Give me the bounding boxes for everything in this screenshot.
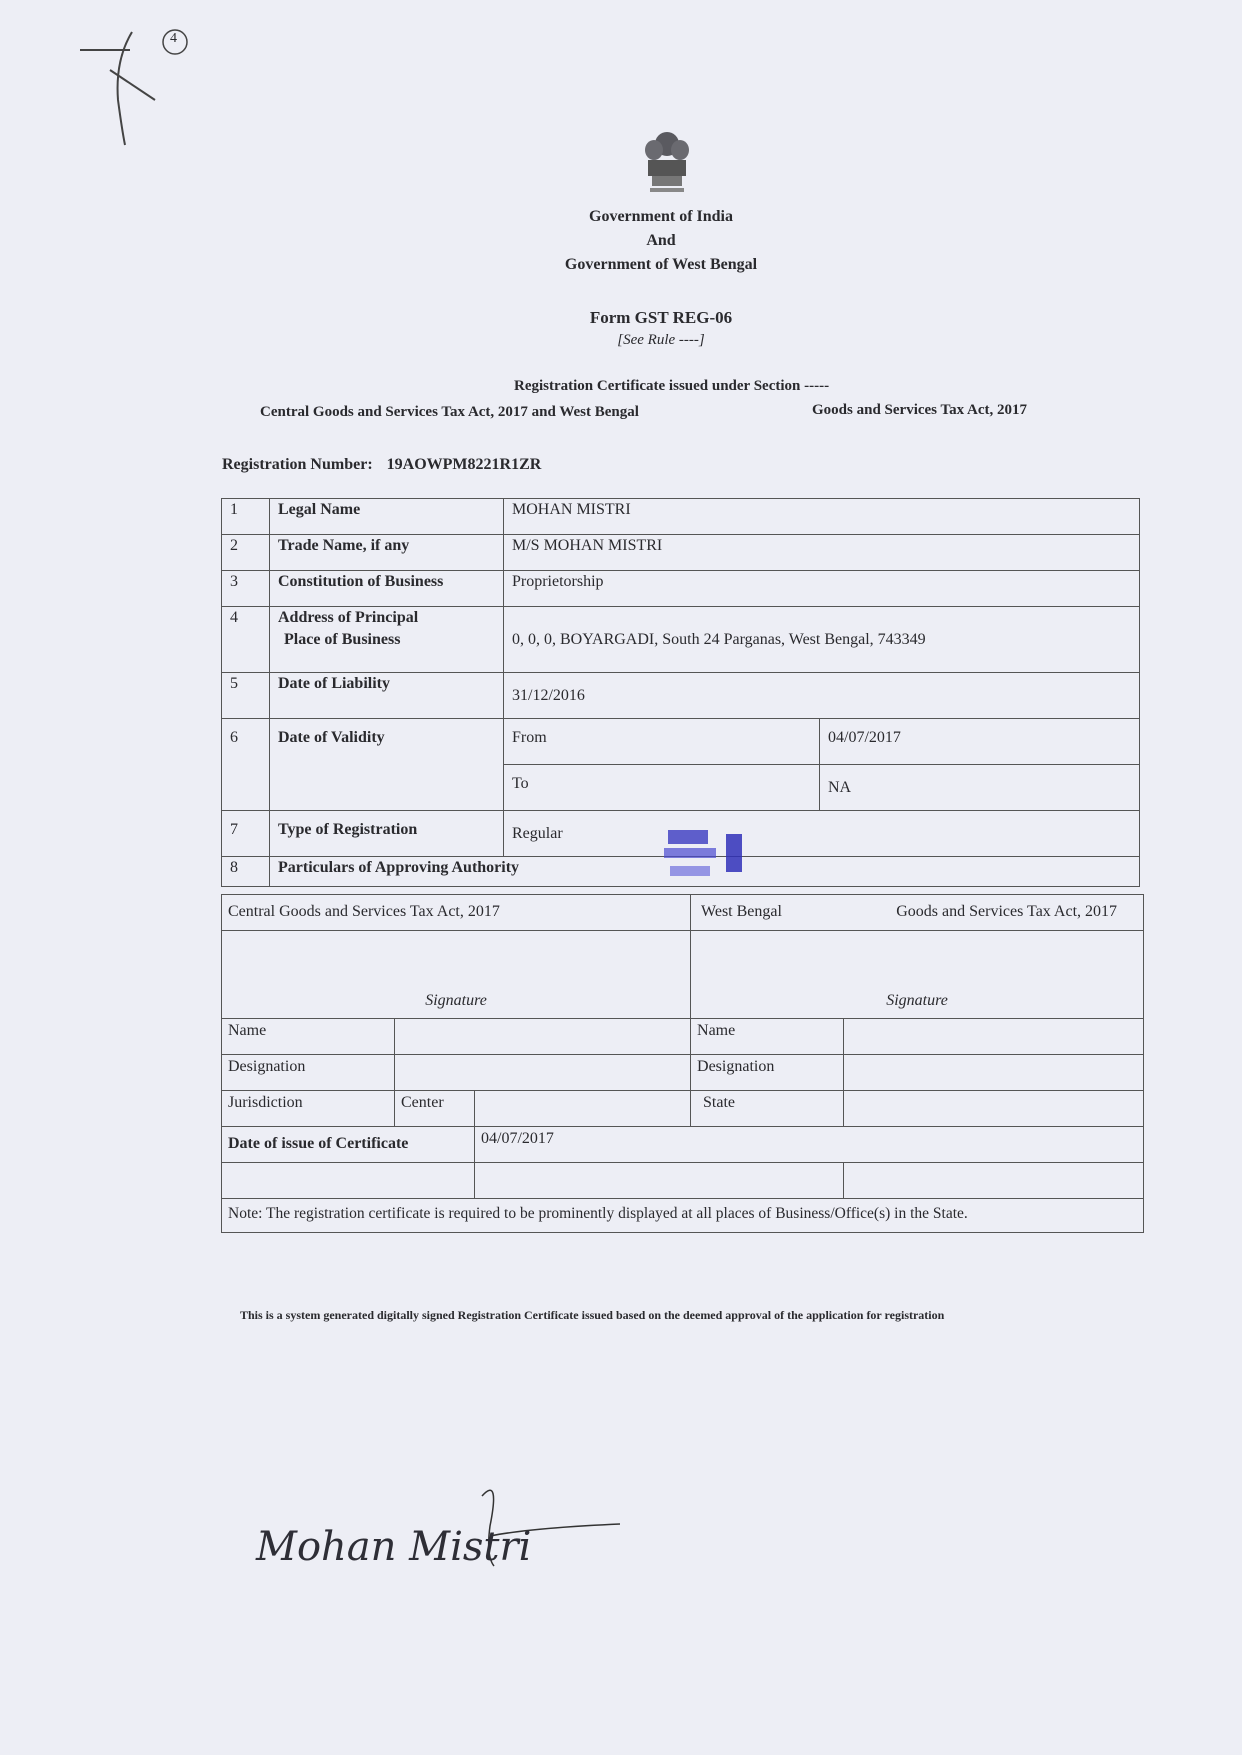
national-emblem-icon — [640, 128, 694, 196]
row-number: 5 — [222, 673, 270, 719]
name-label-left: Name — [222, 1019, 395, 1055]
header-line-2: And — [646, 232, 676, 249]
table-row — [222, 1055, 1144, 1091]
validity-from-value: 04/07/2017 — [820, 719, 1140, 765]
approving-authority-table — [221, 894, 1144, 1233]
handwritten-signature — [250, 1466, 630, 1586]
row-label: Particulars of Approving Authority — [270, 857, 1140, 887]
row-label: Legal Name — [270, 499, 504, 535]
validity-to-value: NA — [820, 765, 1140, 811]
system-generated-note: This is a system generated digitally signed Registration Certificate issued based on the deemed approval of the application for registration — [240, 1308, 945, 1322]
signature-left: Signature — [222, 931, 691, 1019]
row-value: M/S MOHAN MISTRI — [504, 535, 1140, 571]
row-value: 0, 0, 0, BOYARGADI, South 24 Parganas, West Bengal, 743349 — [504, 607, 1140, 673]
row-label: Date of Liability — [270, 673, 504, 719]
center-value — [475, 1091, 691, 1127]
table-row — [222, 535, 1140, 571]
row-number: 6 — [222, 719, 270, 811]
see-rule: [See Rule ----] — [617, 332, 705, 348]
authority-left-act: Central Goods and Services Tax Act, 2017 — [222, 895, 691, 931]
display-note: Note: The registration certificate is required to be prominently displayed at all places of Business/Office(s) in the State. — [222, 1199, 1144, 1233]
name-value-left — [395, 1019, 691, 1055]
center-label: Center — [395, 1091, 475, 1127]
table-row — [222, 673, 1140, 719]
row-number: 8 — [222, 857, 270, 887]
state-value — [844, 1091, 1144, 1127]
table-row — [222, 895, 1144, 931]
row-number: 3 — [222, 571, 270, 607]
signature-right: Signature — [691, 931, 1144, 1019]
certificate-title: Registration Certificate issued under Section ----- — [514, 378, 830, 394]
row-label-line-1: Address of Principal — [278, 609, 419, 626]
empty-cell — [475, 1163, 844, 1199]
table-row — [222, 1199, 1144, 1233]
jurisdiction-label: Jurisdiction — [222, 1091, 395, 1127]
form-title: Form GST REG-06 — [589, 308, 733, 327]
table-row — [222, 931, 1144, 1019]
row-value: MOHAN MISTRI — [504, 499, 1140, 535]
table-row — [222, 1019, 1144, 1055]
authority-right-act: Goods and Services Tax Act, 2017 — [896, 903, 1118, 920]
table-row — [222, 499, 1140, 535]
margin-scribble-icon — [70, 20, 210, 150]
registration-number-row — [222, 456, 541, 474]
header-line-1: Government of India — [589, 208, 733, 225]
designation-label-left: Designation — [222, 1055, 395, 1091]
table-row — [222, 571, 1140, 607]
authority-right-state: West Bengal — [701, 903, 782, 920]
acts-right: Goods and Services Tax Act, 2017 — [812, 402, 1028, 418]
table-row — [222, 607, 1140, 673]
row-number: 1 — [222, 499, 270, 535]
row-value: Proprietorship — [504, 571, 1140, 607]
designation-label-right: Designation — [691, 1055, 844, 1091]
acts-left: Central Goods and Services Tax Act, 2017 and West Bengal — [260, 404, 639, 420]
row-value: 31/12/2016 — [504, 673, 1140, 719]
table-row — [222, 1127, 1144, 1163]
name-value-right — [844, 1019, 1144, 1055]
validity-from-label: From — [504, 719, 820, 765]
empty-cell — [222, 1163, 475, 1199]
row-value: Regular — [504, 811, 1140, 857]
state-label: State — [691, 1091, 844, 1127]
date-of-issue-value: 04/07/2017 — [475, 1127, 1144, 1163]
date-of-issue-label: Date of issue of Certificate — [222, 1127, 475, 1163]
row-label: Trade Name, if any — [270, 535, 504, 571]
row-label: Date of Validity — [270, 719, 504, 811]
table-row — [222, 719, 1140, 765]
authority-right-acts — [691, 895, 1144, 931]
margin-mark-number: 4 — [170, 31, 177, 46]
empty-cell — [844, 1163, 1144, 1199]
row-label: Constitution of Business — [270, 571, 504, 607]
header-line-3: Government of West Bengal — [564, 256, 758, 273]
designation-value-right — [844, 1055, 1144, 1091]
row-number: 4 — [222, 607, 270, 673]
registration-number-value: 19AOWPM8221R1ZR — [386, 456, 542, 473]
signature-text: Mohan Mistri — [256, 1524, 532, 1570]
table-row — [222, 1091, 1144, 1127]
row-label — [270, 607, 504, 673]
name-label-right: Name — [691, 1019, 844, 1055]
stamp-smudge-icon — [660, 826, 772, 888]
registration-number-label: Registration Number: — [222, 456, 373, 473]
validity-to-label: To — [504, 765, 820, 811]
row-label: Type of Registration — [270, 811, 504, 857]
row-label-line-2: Place of Business — [284, 631, 401, 648]
row-number: 2 — [222, 535, 270, 571]
margin-annotation — [70, 20, 210, 150]
row-number: 7 — [222, 811, 270, 857]
designation-value-left — [395, 1055, 691, 1091]
table-row — [222, 1163, 1144, 1199]
